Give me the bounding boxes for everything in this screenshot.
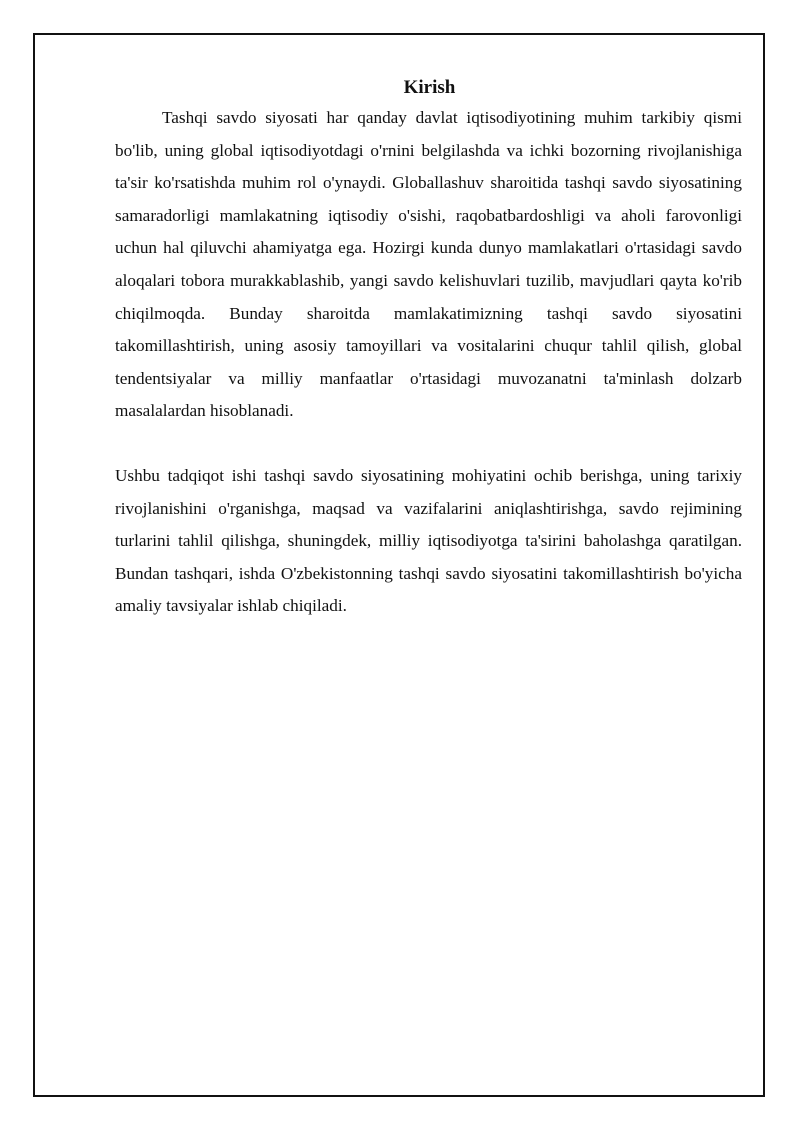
section-title: Kirish [403,77,456,98]
paragraph-research-goal: Ushbu tadqiqot ishi tashqi savdo siyosatining mohiyatini ochib berishga, uning tarixiy rivojlanishini o'rganishga, maqsad va vazifalarini aniqlashtirishga, savdo rejimining turlarini tahlil qilishga, shuningdek, milliy iqtisodiyotga ta'sirini baholashga qaratilgan. Bundan tashqari, ishda O'zbekistonning tashqi savdo siyosatini takomillashtirish bo'yicha amaliy tavsiyalar ishlab chiqiladi. [115,465,742,616]
document-body [115,74,742,623]
paragraph-spacer [115,428,742,460]
paragraph-intro: Tashqi savdo siyosati har qanday davlat iqtisodiyotining muhim tarkibiy qismi bo'lib, uning global iqtisodiyotdagi o'rnini belgilashda va ichki bozorning rivojlanishiga ta'sir ko'rsatishda muhim rol o'ynaydi. Globallashuv sharoitida tashqi savdo siyosatining samaradorligi mamlakatning iqtisodiy o'sishi, raqobatbardoshligi va aholi farovonligi uchun hal qiluvchi ahamiyatga ega. Hozirgi kunda dunyo mamlakatlari o'rtasidagi savdo aloqalari tobora murakkablashib, yangi savdo kelishuvlari tuzilib, mavjudlari qayta ko'rib chiqilmoqda. Bunday sharoitda mamlakatimizning tashqi savdo siyosatini takomillashtirish, uning asosiy tamoyillari va vositalarini chuqur tahlil qilish, global tendentsiyalar va milliy manfaatlar o'rtasidagi muvozanatni ta'minlash dolzarb masalalardan hisoblanadi. [115,108,742,421]
